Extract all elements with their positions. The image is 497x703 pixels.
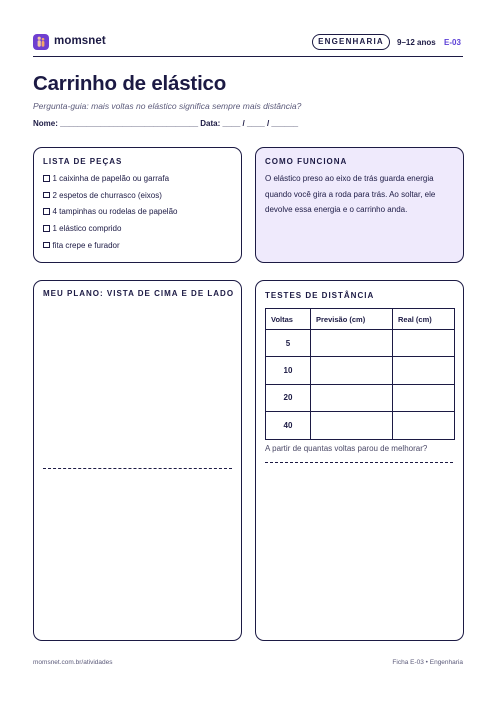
footer-url: momsnet.com.br/atividades	[33, 659, 113, 666]
turns-cell: 10	[266, 357, 311, 384]
footer-sheet-info: Ficha E-03 • Engenharia	[392, 659, 463, 666]
actual-cell[interactable]	[393, 357, 455, 384]
parts-list-card	[33, 147, 242, 263]
actual-cell[interactable]	[393, 412, 455, 439]
age-range: 9–12 anos	[397, 38, 436, 47]
turns-cell: 5	[266, 330, 311, 357]
checkbox-icon[interactable]	[43, 242, 50, 249]
page-title: Carrinho de elástico	[33, 72, 227, 95]
header-divider	[33, 56, 463, 57]
checkbox-icon[interactable]	[43, 192, 50, 199]
column-header: Previsão (cm)	[311, 309, 393, 330]
prediction-cell[interactable]	[311, 330, 393, 357]
parts-list-title: LISTA DE PEÇAS	[43, 157, 123, 166]
checklist-item[interactable]: 1 elástico comprido	[43, 224, 177, 241]
parts-checklist	[43, 174, 177, 257]
momsnet-logo-icon	[33, 34, 49, 50]
category-badge: ENGENHARIA	[312, 34, 390, 50]
answer-line[interactable]	[265, 462, 453, 463]
sheet-code: E-03	[444, 38, 461, 47]
checklist-item[interactable]: fita crepe e furador	[43, 241, 177, 258]
brand-name: momsnet	[54, 35, 106, 47]
distance-tests-card	[255, 280, 464, 641]
how-it-works-title: COMO FUNCIONA	[265, 157, 348, 166]
name-date-line: Nome: _______________________________ Data: ____ / ____ / ______	[33, 119, 299, 128]
tests-table	[265, 308, 455, 440]
turns-cell: 20	[266, 384, 311, 411]
tests-question: A partir de quantas voltas parou de melhorar?	[265, 444, 428, 453]
turns-cell: 40	[266, 412, 311, 439]
actual-cell[interactable]	[393, 384, 455, 411]
plan-drawing-card[interactable]	[33, 280, 242, 641]
table-row	[266, 384, 455, 411]
table-header-row	[266, 309, 455, 330]
checkbox-icon[interactable]	[43, 225, 50, 232]
guiding-question: Pergunta-guia: mais voltas no elástico significa sempre mais distância?	[33, 101, 302, 111]
checkbox-icon[interactable]	[43, 208, 50, 215]
checkbox-icon[interactable]	[43, 175, 50, 182]
checklist-item[interactable]: 2 espetos de churrasco (eixos)	[43, 191, 177, 208]
tests-title: TESTES DE DISTÂNCIA	[265, 291, 375, 300]
column-header: Voltas	[266, 309, 311, 330]
column-header: Real (cm)	[393, 309, 455, 330]
table-row	[266, 357, 455, 384]
prediction-cell[interactable]	[311, 412, 393, 439]
checklist-item[interactable]: 4 tampinhas ou rodelas de papelão	[43, 207, 177, 224]
plan-title: MEU PLANO: VISTA DE CIMA E DE LADO	[43, 289, 235, 298]
prediction-cell[interactable]	[311, 357, 393, 384]
table-row	[266, 412, 455, 439]
prediction-cell[interactable]	[311, 384, 393, 411]
plan-divider-line	[43, 468, 232, 469]
table-row	[266, 330, 455, 357]
checklist-item[interactable]: 1 caixinha de papelão ou garrafa	[43, 174, 177, 191]
how-it-works-text: O elástico preso ao eixo de trás guarda energia quando você gira a roda para trás. Ao soltar, ele devolve essa energia e o carrinho anda.	[265, 174, 436, 215]
how-it-works-card	[255, 147, 464, 263]
actual-cell[interactable]	[393, 330, 455, 357]
